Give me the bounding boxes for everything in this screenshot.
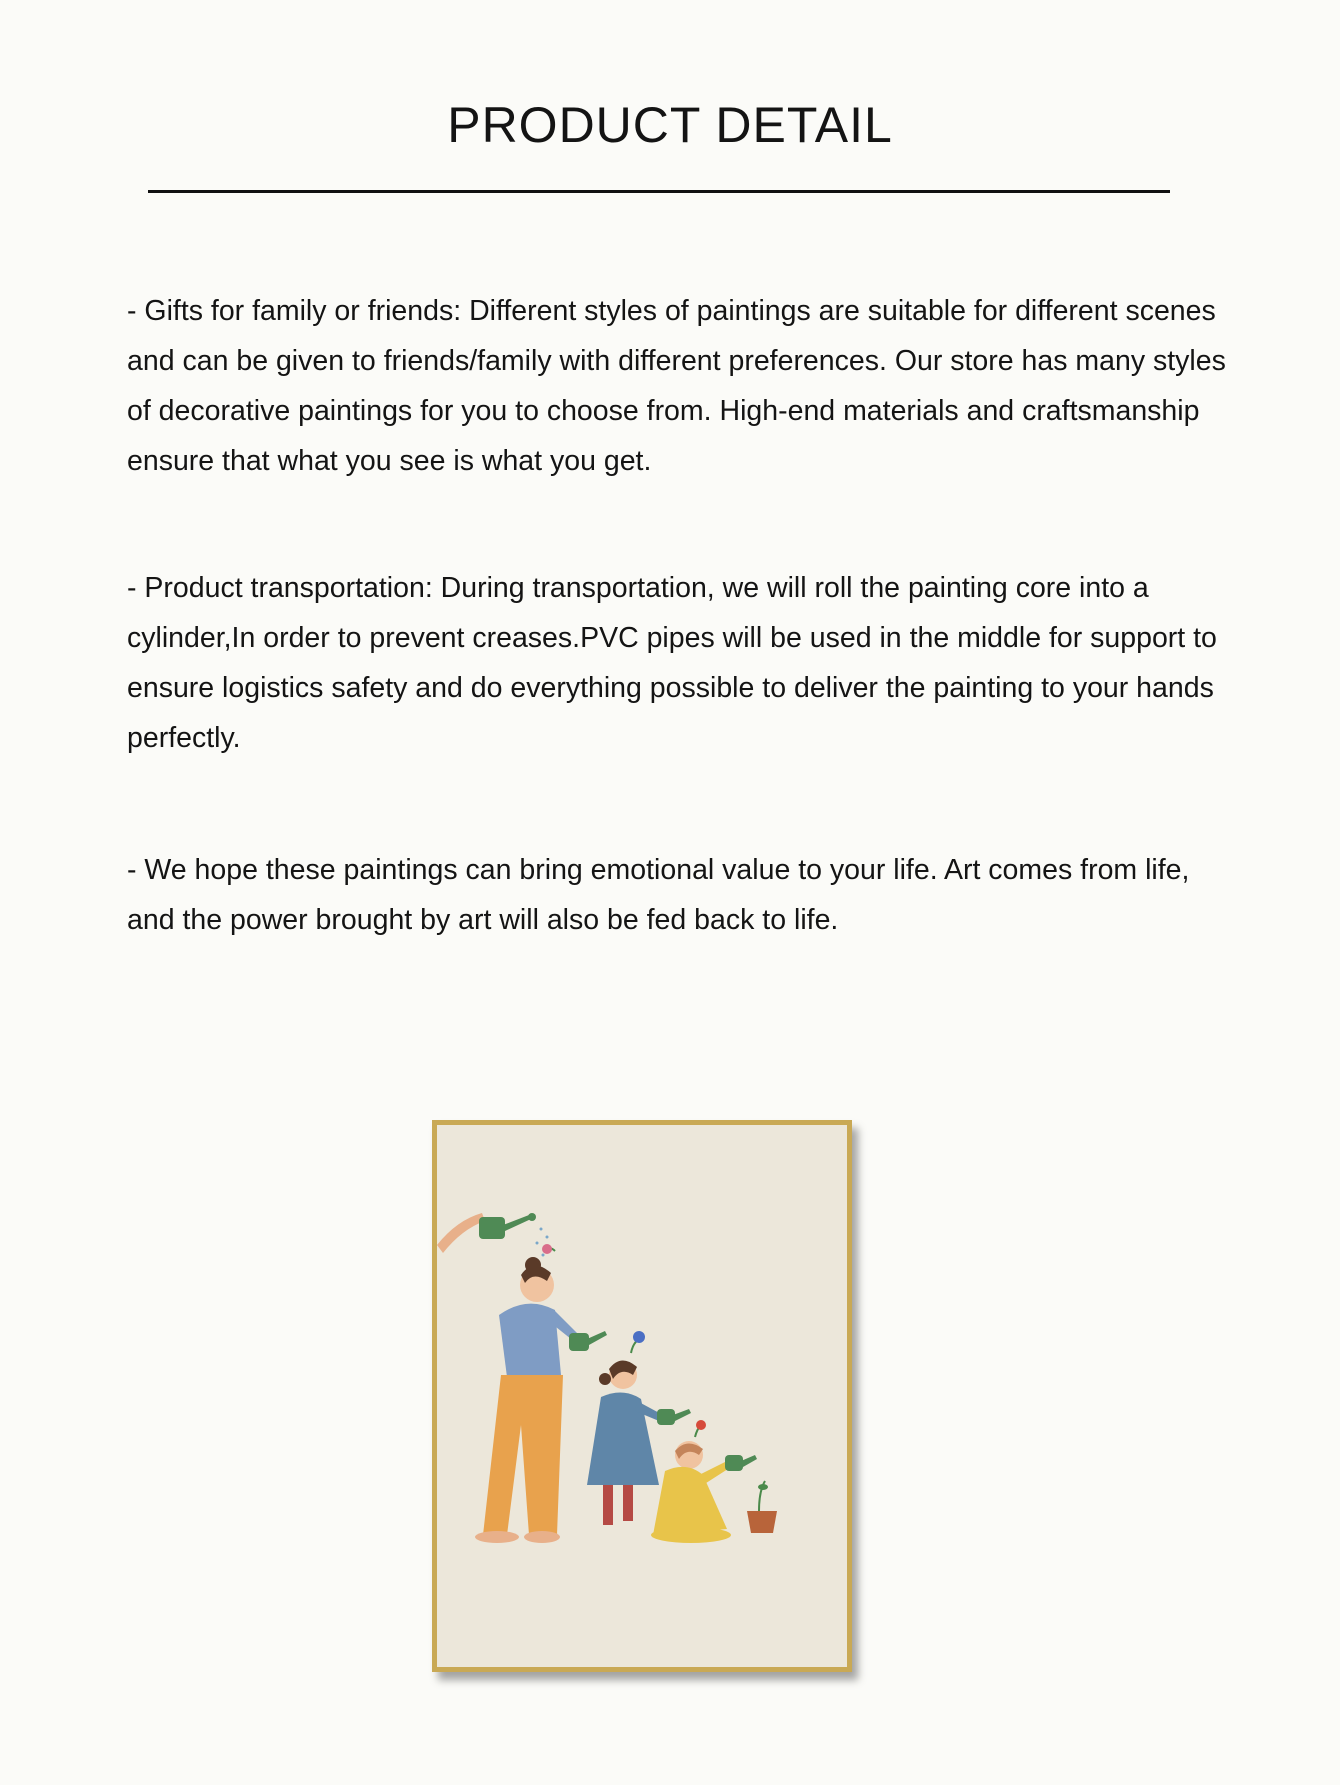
title-divider: [148, 190, 1170, 193]
watering-can-icon-1: [479, 1213, 536, 1239]
adult-arm: [437, 1213, 485, 1253]
sprout-pot: [747, 1481, 777, 1533]
emotional-value-paragraph: - We hope these paintings can bring emotional value to your life. Art comes from life, and the power brought by art will also be fed back to life.: [127, 854, 1190, 936]
transportation-paragraph: - Product transportation: During transportation, we will roll the painting core into a cylinder,In order to prevent creases.PVC pipes will be used in the middle for support to ensure logistics safety and do everything possible to deliver the painting to your hands perfectly.: [127, 572, 1217, 754]
painting-canvas: [437, 1125, 847, 1667]
toddler-figure: [651, 1420, 731, 1543]
family-watering-plants-illustration: [437, 1125, 847, 1667]
watering-can-icon-3: [657, 1409, 691, 1425]
framed-painting: [432, 1120, 856, 1678]
page-title: PRODUCT DETAIL: [447, 97, 893, 153]
gifts-paragraph: - Gifts for family or friends: Different styles of paintings are suitable for different scenes and can be given to friends/family with different preferences. Our store has many styles of decorative paintings for you to choose from. High-end materials and craftsmanship ensure that what you see is what you get.: [127, 295, 1226, 477]
mother-figure: [475, 1244, 577, 1543]
girl-figure: [587, 1331, 663, 1525]
watering-can-icon-2: [569, 1331, 607, 1351]
watering-can-icon-4: [725, 1455, 757, 1471]
